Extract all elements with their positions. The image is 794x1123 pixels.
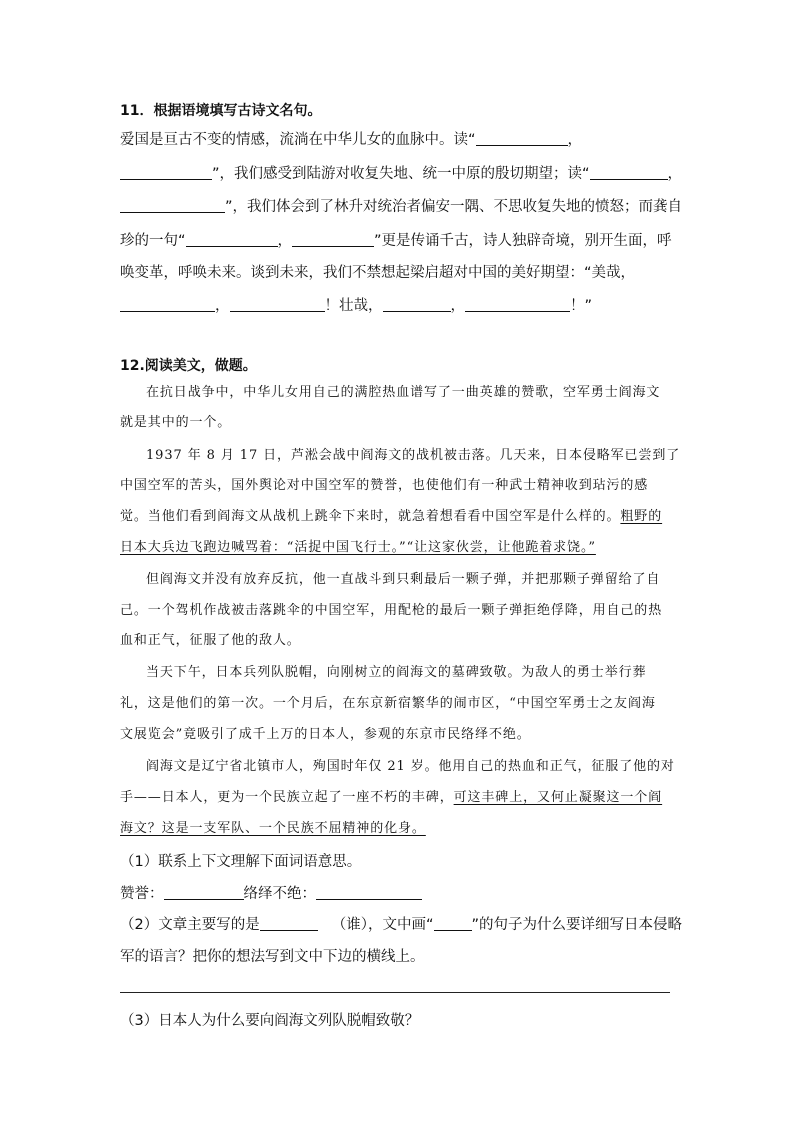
q11-text: ”，我们体会到了林升对统治者偏安一隅、不思收复失地的愤怒；而龚自 xyxy=(225,199,683,215)
q11-line-2 xyxy=(120,164,682,184)
sub-question-2 xyxy=(120,915,682,935)
question-text: ”的句子为什么要详细写日本侵略 xyxy=(471,917,683,933)
answer-blank[interactable] xyxy=(186,232,278,247)
q11-text: ！壮哉， xyxy=(324,298,383,314)
q11-text: ， xyxy=(450,298,465,314)
passage-text: 觉。当他们看到阎海文从战机上跳伞下来时，就急着想看看中国空军是什么样的。 xyxy=(120,509,621,524)
q11-line-3 xyxy=(120,197,682,217)
answer-blank[interactable] xyxy=(260,916,318,931)
passage-line: 在抗日战争中，中华儿女用自己的满腔热血谱写了一曲英雄的赞歌，空军勇士阎海文 xyxy=(146,385,661,400)
answer-blank[interactable] xyxy=(164,885,244,900)
question-text: （谁），文中画“ xyxy=(331,917,434,933)
passage-line xyxy=(120,788,662,808)
q11-text: ， xyxy=(667,166,683,182)
answer-blank[interactable] xyxy=(120,198,225,213)
q11-text: ”更是传诵千古，诗人独辟奇境，别开生面，呼 xyxy=(374,233,672,249)
q11-text: ， xyxy=(215,298,230,314)
passage-line: 己。一个驾机作战被击落跳伞的中国空军，用配枪的最后一颗子弹拒绝俘降，用自己的热 xyxy=(120,603,663,618)
term-label: 络绎不绝： xyxy=(243,886,316,902)
q11-text: 珍的一句“ xyxy=(120,233,186,249)
q11-line-5: 唤变革，呼唤未来。谈到未来，我们不禁想起梁启超对中国的美好期望：“美哉， xyxy=(120,265,636,281)
answer-blank[interactable] xyxy=(590,165,668,180)
answer-blank[interactable] xyxy=(383,297,451,312)
term-label: 赞誉： xyxy=(120,886,164,902)
q11-text: 爱国是亘古不变的情感，流淌在中华儿女的血脉中。读“ xyxy=(120,132,476,148)
q11-line-6 xyxy=(120,296,592,316)
q11-text: ， xyxy=(567,132,583,148)
passage-line: 但阎海文并没有放弃反抗，他一直战斗到只剩最后一颗子弹，并把那颗子弹留给了自 xyxy=(146,572,661,587)
sub-question-3: （3）日本人为什么要向阎海文列队脱帽致敬？ xyxy=(120,1013,420,1029)
q11-line-1 xyxy=(120,130,582,150)
underlined-sentence: 粗野的 xyxy=(620,509,663,524)
q11-text: ！” xyxy=(570,298,593,314)
passage-line: 血和正气，征服了他的敌人。 xyxy=(120,633,301,648)
passage-line xyxy=(120,507,662,527)
answer-line[interactable] xyxy=(120,992,670,993)
passage-text: 手——日本人，更为一个民族立起了一座不朽的丰碑， xyxy=(120,790,454,805)
answer-blank[interactable] xyxy=(316,885,422,900)
passage-line: 礼，这是他们的第一次。一个月后，在东京新宿繁华的闹市区，“中国空军勇士之友阎海 xyxy=(120,696,656,711)
answer-blank[interactable] xyxy=(120,297,215,312)
question-11-title: 11．根据语境填写古诗文名句。 xyxy=(120,103,322,119)
passage-line: 1937 年 8 月 17 日，芦淞会战中阎海文的战机被击落。几天来，日本侵略军已尝到了 xyxy=(146,448,681,463)
question-text: （2）文章主要写的是 xyxy=(120,917,260,933)
answer-blank[interactable] xyxy=(292,232,374,247)
q11-text: ”，我们感受到陆游对收复失地、统一中原的殷切期望；读“ xyxy=(212,166,590,182)
question-12-title: 12.阅读美文，做题。 xyxy=(120,358,257,374)
underlined-sentence: 海文？这是一支军队、一个民族不屈精神的化身。 xyxy=(120,821,426,836)
passage-line: 中国空军的苦头，国外舆论对中国空军的赞誉，也使他们有一种武士精神收到玷污的感 xyxy=(120,478,649,493)
q11-text: ， xyxy=(277,233,293,249)
underlined-sentence: 日本大兵边飞跑边喊骂着：“活捉中国飞行士。”“让这家伙尝，让他跪着求饶。” xyxy=(120,540,596,555)
passage-line: 当天下午，日本兵列队脱帽，向刚树立的阎海文的墓碑致敬。为敌人的勇士举行葬 xyxy=(146,665,647,680)
passage-line: 就是其中的一个。 xyxy=(120,415,232,430)
sub-question-2-line-2: 军的语言？把你的想法写到文中下边的横线上。 xyxy=(120,949,425,965)
q11-line-4 xyxy=(120,231,672,251)
underlined-sentence: 可这丰碑上，又何止凝聚这一个阎 xyxy=(453,790,663,805)
sub-question-1-answers xyxy=(120,884,422,904)
sub-question-1: （1）联系上下文理解下面词语意思。 xyxy=(120,854,362,870)
passage-line: 文展览会”竟吸引了成千上万的日本人，参观的东京市民络绎不绝。 xyxy=(120,727,531,742)
answer-blank[interactable] xyxy=(476,131,568,146)
answer-blank[interactable] xyxy=(120,165,212,180)
answer-blank xyxy=(434,916,472,931)
answer-blank[interactable] xyxy=(230,297,325,312)
passage-line: 阎海文是辽宁省北镇市人，殉国时年仅 21 岁。他用自己的热血和正气，征服了他的对 xyxy=(146,759,675,774)
answer-blank[interactable] xyxy=(465,297,570,312)
